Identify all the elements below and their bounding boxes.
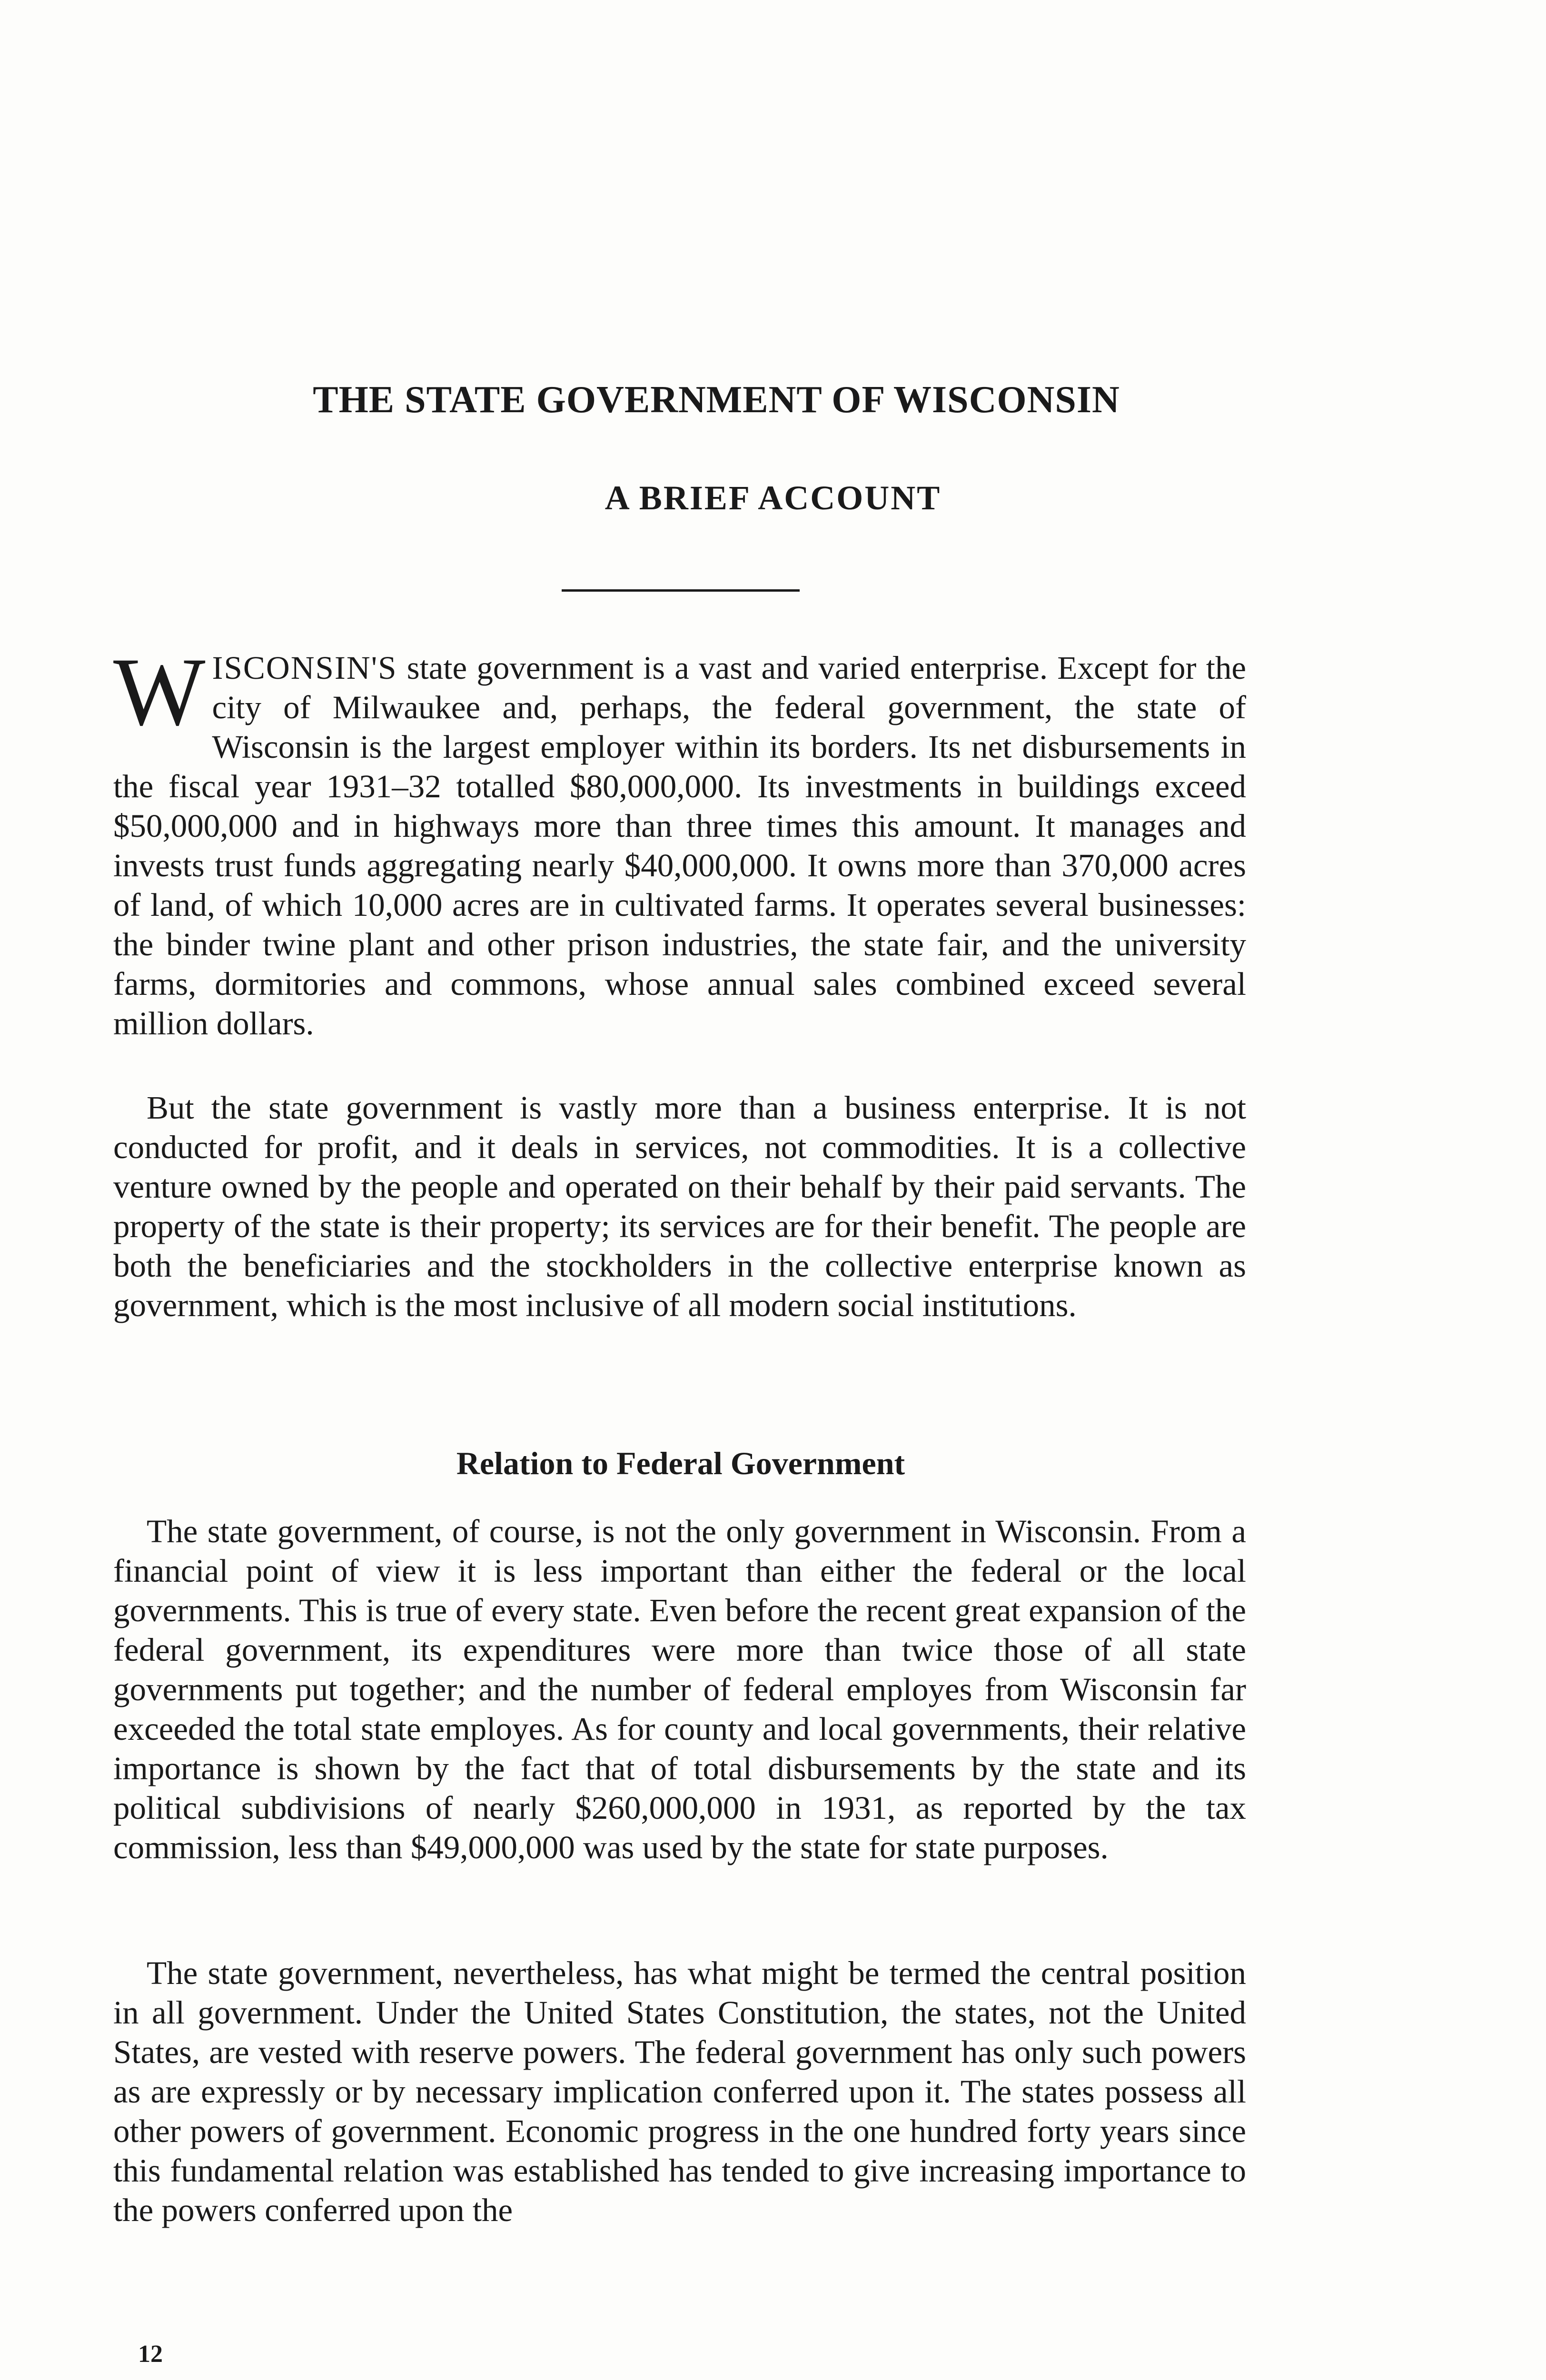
paragraph-3: The state government, of course, is not the only government in Wisconsin. From a financial point of view it is less important than either the federal or the local governments. This is true of every state. Even before the recent great expansion of the federal government, its expenditures were more than twice those of all state governments put together; and the number of federal employes from Wisconsin far exceeded the total state employes. As for county and local governments, their relative importance is shown by the fact that of total disbursements by the state and its political subdivisions of nearly $260,000,000 in 1931, as reported by the tax commission, less than $49,000,000 was used by the state for state purposes. xyxy=(113,1513,1246,1865)
page-number: 12 xyxy=(138,2340,163,2368)
intro-paragraph xyxy=(113,638,1246,1043)
title-divider xyxy=(562,589,800,592)
page-title: THE STATE GOVERNMENT OF WISCONSIN xyxy=(313,379,1120,421)
page-subtitle: A BRIEF ACCOUNT xyxy=(605,479,941,517)
drop-cap: W xyxy=(113,638,206,746)
intro-text: state government is a vast and varied enterprise. Except for the city of Milwaukee and, perhaps, the federal government, the state of Wisconsin is the largest employer within its borders. Its net disbursements in the fiscal year 1931–32 totalled $80,000,000. Its investments in buildings exceed $50,000,000 and in highways more than three times this amount. It manages and invests trust funds aggregating nearly $40,000,000. It owns more than 370,000 acres of land, of which 10,000 acres are in cultivated farms. It operates several businesses: the binder twine plant and other prison industries, the state fair, and the university farms, dormitories and commons, whose annual sales combined exceed several million dollars. xyxy=(113,650,1246,1041)
section-heading: Relation to Federal Government xyxy=(456,1445,905,1481)
intro-caps: ISCONSIN'S xyxy=(212,650,397,686)
paragraph-2: But the state government is vastly more than a business enterprise. It is not conducted for profit, and it deals in services, not commodities. It is a collective venture owned by the people and operated on their behalf by their paid servants. The property of the state is their property; its services are for their benefit. The people are both the beneficiaries and the stockholders in the collective enterprise known as government, which is the most inclusive of all modern social institutions. xyxy=(113,1090,1246,1323)
paragraph-4: The state government, nevertheless, has what might be termed the central position in all government. Under the United States Constitution, the states, not the United States, are vested with reserve powers. The federal government has only such powers as are expressly or by necessary implication conferred upon it. The states possess all other powers of government. Economic progress in the one hundred forty years since this fundamental relation was established has tended to give increasing importance to the powers conferred upon the xyxy=(113,1955,1246,2228)
